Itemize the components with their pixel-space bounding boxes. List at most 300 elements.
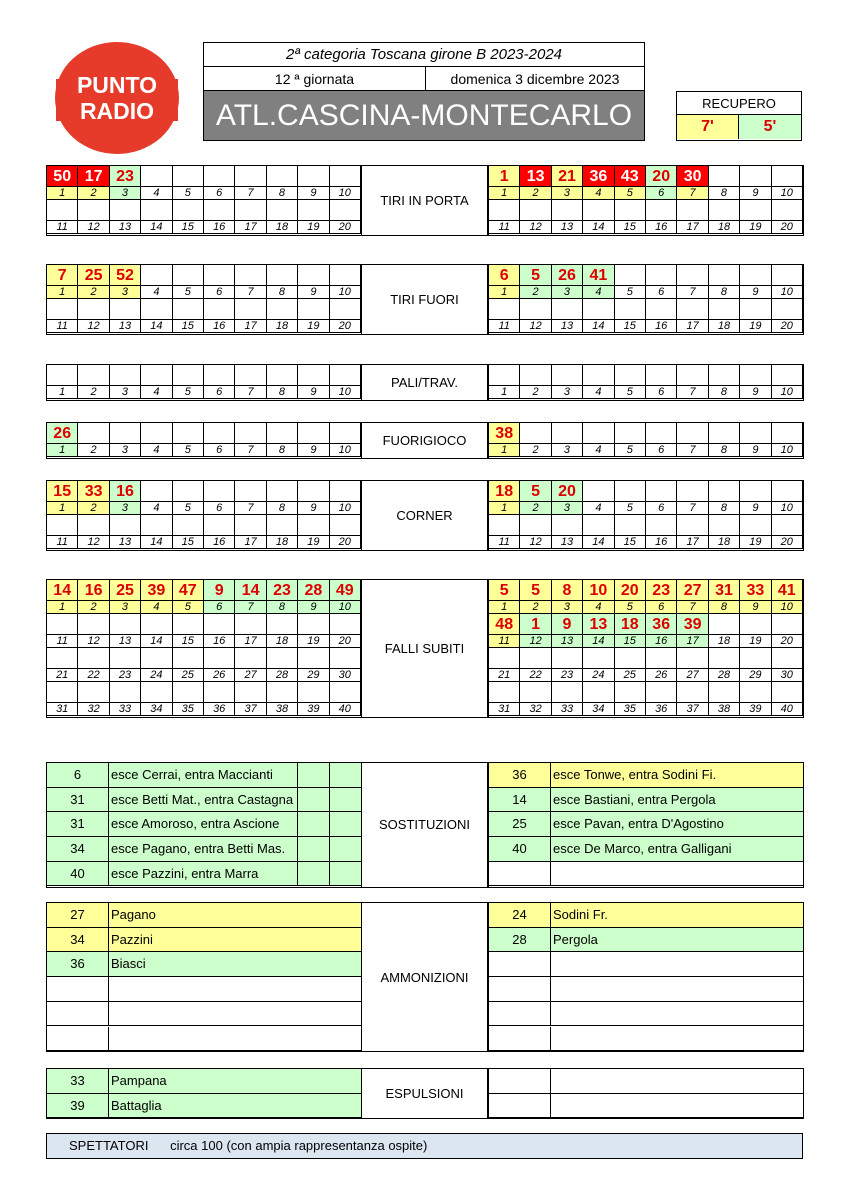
value-cell: 21 bbox=[552, 166, 583, 187]
value-cell: 39 bbox=[677, 614, 708, 635]
value-cell bbox=[298, 265, 329, 286]
description: esce De Marco, entra Galligani bbox=[553, 841, 732, 857]
index-cell: 18 bbox=[267, 635, 298, 648]
value-cell bbox=[615, 423, 646, 444]
index-cell: 19 bbox=[298, 536, 329, 549]
index-cell: 1 bbox=[47, 444, 78, 457]
value-cell bbox=[47, 614, 78, 635]
value-cell bbox=[583, 200, 614, 221]
value-cell: 48 bbox=[489, 614, 520, 635]
value-cell bbox=[173, 200, 204, 221]
description: esce Pazzini, entra Marra bbox=[111, 865, 259, 881]
value-cell: 23 bbox=[110, 166, 141, 187]
index-cell: 4 bbox=[583, 286, 614, 299]
index-cell: 5 bbox=[615, 502, 646, 515]
index-cell: 22 bbox=[520, 669, 551, 682]
index-cell: 5 bbox=[173, 386, 204, 399]
index-cell: 18 bbox=[709, 221, 740, 234]
value-cell: 41 bbox=[583, 265, 614, 286]
value-cell bbox=[110, 648, 141, 669]
index-cell: 1 bbox=[47, 386, 78, 399]
value-cell bbox=[110, 200, 141, 221]
value-cell bbox=[141, 365, 172, 386]
index-cell: 27 bbox=[677, 669, 708, 682]
value-cell: 18 bbox=[615, 614, 646, 635]
value-cell bbox=[489, 299, 520, 320]
grid-away-5 bbox=[488, 579, 804, 718]
grid-home-3 bbox=[46, 422, 362, 459]
value-cell bbox=[235, 648, 266, 669]
value-cell: 25 bbox=[78, 265, 109, 286]
sostituzioni-home bbox=[46, 762, 362, 888]
index-cell: 6 bbox=[646, 187, 677, 200]
svg-text:RADIO: RADIO bbox=[79, 98, 155, 124]
value-cell bbox=[204, 299, 235, 320]
value-cell bbox=[552, 682, 583, 703]
value-cell bbox=[78, 515, 109, 536]
description bbox=[551, 977, 801, 1001]
value-cell bbox=[298, 423, 329, 444]
value-cell bbox=[646, 265, 677, 286]
index-cell: 12 bbox=[78, 221, 109, 234]
description: Sodini Fr. bbox=[553, 907, 608, 922]
value-cell bbox=[772, 614, 803, 635]
index-cell: 10 bbox=[330, 386, 361, 399]
value-cell bbox=[772, 481, 803, 502]
value-cell bbox=[615, 200, 646, 221]
value-cell bbox=[298, 682, 329, 703]
index-cell: 21 bbox=[489, 669, 520, 682]
index-cell: 36 bbox=[646, 703, 677, 716]
index-cell: 6 bbox=[204, 187, 235, 200]
index-cell: 8 bbox=[709, 502, 740, 515]
index-cell: 33 bbox=[110, 703, 141, 716]
index-cell: 14 bbox=[583, 320, 614, 333]
value-cell bbox=[267, 299, 298, 320]
index-cell: 9 bbox=[740, 386, 771, 399]
match-header bbox=[203, 42, 645, 141]
index-cell: 3 bbox=[110, 601, 141, 614]
index-cell: 14 bbox=[141, 536, 172, 549]
value-cell bbox=[141, 166, 172, 187]
espulsioni-label: ESPULSIONI bbox=[361, 1068, 488, 1119]
value-cell: 1 bbox=[520, 614, 551, 635]
value-cell: 15 bbox=[47, 481, 78, 502]
value-cell bbox=[677, 648, 708, 669]
index-cell: 19 bbox=[298, 221, 329, 234]
index-cell: 13 bbox=[110, 635, 141, 648]
index-cell: 13 bbox=[110, 536, 141, 549]
index-cell: 24 bbox=[583, 669, 614, 682]
index-cell: 30 bbox=[330, 669, 361, 682]
index-cell: 4 bbox=[141, 286, 172, 299]
value-cell bbox=[520, 648, 551, 669]
value-cell bbox=[173, 614, 204, 635]
list-item bbox=[489, 928, 803, 953]
minute: 25 bbox=[489, 812, 551, 836]
list-item bbox=[489, 862, 803, 887]
minute: 14 bbox=[489, 788, 551, 812]
minute: 28 bbox=[489, 928, 551, 952]
index-cell: 21 bbox=[47, 669, 78, 682]
grid-away-1 bbox=[488, 264, 804, 335]
value-cell: 9 bbox=[552, 614, 583, 635]
index-cell: 40 bbox=[330, 703, 361, 716]
index-cell: 12 bbox=[78, 320, 109, 333]
sostituzioni-label: SOSTITUZIONI bbox=[361, 762, 488, 888]
index-cell: 6 bbox=[646, 286, 677, 299]
value-cell bbox=[646, 365, 677, 386]
index-cell: 19 bbox=[298, 320, 329, 333]
index-cell: 9 bbox=[740, 286, 771, 299]
index-cell: 8 bbox=[267, 286, 298, 299]
index-cell: 15 bbox=[173, 320, 204, 333]
value-cell: 26 bbox=[552, 265, 583, 286]
index-cell: 12 bbox=[520, 221, 551, 234]
value-cell bbox=[298, 365, 329, 386]
grid-away-0 bbox=[488, 165, 804, 236]
value-cell bbox=[552, 423, 583, 444]
index-cell: 4 bbox=[583, 601, 614, 614]
value-cell bbox=[110, 423, 141, 444]
value-cell: 16 bbox=[110, 481, 141, 502]
value-cell bbox=[173, 423, 204, 444]
index-cell: 7 bbox=[677, 444, 708, 457]
value-cell bbox=[330, 200, 361, 221]
index-cell: 13 bbox=[110, 221, 141, 234]
value-cell bbox=[646, 423, 677, 444]
value-cell bbox=[141, 648, 172, 669]
value-cell bbox=[740, 614, 771, 635]
value-cell bbox=[677, 365, 708, 386]
index-cell: 23 bbox=[110, 669, 141, 682]
index-cell: 9 bbox=[298, 444, 329, 457]
value-cell bbox=[110, 515, 141, 536]
value-cell: 43 bbox=[615, 166, 646, 187]
value-cell bbox=[78, 614, 109, 635]
value-cell: 18 bbox=[489, 481, 520, 502]
value-cell bbox=[772, 423, 803, 444]
list-item bbox=[489, 763, 803, 788]
index-cell: 13 bbox=[552, 635, 583, 648]
value-cell bbox=[709, 166, 740, 187]
index-cell: 19 bbox=[740, 320, 771, 333]
index-cell: 9 bbox=[740, 187, 771, 200]
index-cell: 9 bbox=[740, 601, 771, 614]
index-cell: 19 bbox=[740, 536, 771, 549]
index-cell: 4 bbox=[141, 386, 172, 399]
value-cell bbox=[47, 365, 78, 386]
value-cell bbox=[520, 299, 551, 320]
list-item bbox=[47, 812, 361, 837]
index-cell: 1 bbox=[47, 601, 78, 614]
value-cell bbox=[235, 200, 266, 221]
index-cell: 36 bbox=[204, 703, 235, 716]
value-cell bbox=[740, 200, 771, 221]
index-cell: 12 bbox=[520, 635, 551, 648]
index-cell: 16 bbox=[204, 635, 235, 648]
index-cell: 6 bbox=[646, 502, 677, 515]
value-cell: 50 bbox=[47, 166, 78, 187]
description: esce Pagano, entra Betti Mas. bbox=[111, 841, 286, 857]
index-cell: 15 bbox=[173, 221, 204, 234]
index-cell: 17 bbox=[677, 635, 708, 648]
value-cell bbox=[489, 200, 520, 221]
value-cell bbox=[235, 365, 266, 386]
value-cell bbox=[204, 481, 235, 502]
index-cell: 9 bbox=[740, 502, 771, 515]
index-cell: 28 bbox=[267, 669, 298, 682]
index-cell: 3 bbox=[552, 187, 583, 200]
value-cell bbox=[110, 299, 141, 320]
value-cell bbox=[78, 648, 109, 669]
index-cell: 9 bbox=[298, 286, 329, 299]
index-cell: 7 bbox=[677, 386, 708, 399]
value-cell bbox=[141, 423, 172, 444]
index-cell: 18 bbox=[267, 221, 298, 234]
value-cell bbox=[173, 365, 204, 386]
index-cell: 14 bbox=[583, 221, 614, 234]
value-cell bbox=[78, 200, 109, 221]
index-cell: 20 bbox=[772, 320, 803, 333]
value-cell bbox=[173, 299, 204, 320]
value-cell bbox=[141, 200, 172, 221]
index-cell: 9 bbox=[298, 601, 329, 614]
description bbox=[551, 952, 801, 976]
value-cell bbox=[615, 648, 646, 669]
value-cell bbox=[330, 682, 361, 703]
index-cell: 7 bbox=[677, 502, 708, 515]
value-cell bbox=[235, 614, 266, 635]
minute: 36 bbox=[489, 763, 551, 787]
minute bbox=[489, 1069, 551, 1093]
spettatori-value: circa 100 (con ampia rappresentanza ospite) bbox=[170, 1138, 428, 1153]
index-cell: 37 bbox=[677, 703, 708, 716]
value-cell bbox=[709, 200, 740, 221]
value-cell bbox=[740, 648, 771, 669]
index-cell: 40 bbox=[772, 703, 803, 716]
section-label: PALI/TRAV. bbox=[361, 364, 488, 401]
description: esce Amoroso, entra Ascione bbox=[111, 816, 280, 832]
value-cell: 7 bbox=[47, 265, 78, 286]
value-cell bbox=[173, 682, 204, 703]
index-cell: 12 bbox=[520, 320, 551, 333]
minute bbox=[489, 862, 551, 886]
value-cell bbox=[709, 682, 740, 703]
index-cell: 11 bbox=[489, 221, 520, 234]
value-cell bbox=[772, 265, 803, 286]
value-cell bbox=[772, 682, 803, 703]
index-cell: 15 bbox=[615, 635, 646, 648]
index-cell: 18 bbox=[709, 536, 740, 549]
index-cell: 8 bbox=[709, 386, 740, 399]
description bbox=[551, 1027, 801, 1051]
value-cell: 36 bbox=[646, 614, 677, 635]
value-cell bbox=[204, 200, 235, 221]
index-cell: 38 bbox=[709, 703, 740, 716]
minute bbox=[47, 1002, 109, 1026]
index-cell: 12 bbox=[520, 536, 551, 549]
value-cell bbox=[141, 299, 172, 320]
index-cell: 2 bbox=[78, 444, 109, 457]
value-cell bbox=[173, 515, 204, 536]
value-cell bbox=[204, 166, 235, 187]
index-cell: 4 bbox=[583, 187, 614, 200]
index-cell: 13 bbox=[552, 221, 583, 234]
index-cell: 39 bbox=[298, 703, 329, 716]
index-cell: 5 bbox=[615, 601, 646, 614]
value-cell bbox=[740, 423, 771, 444]
value-cell bbox=[141, 614, 172, 635]
value-cell bbox=[646, 481, 677, 502]
value-cell bbox=[677, 481, 708, 502]
grid-away-2 bbox=[488, 364, 804, 401]
value-cell bbox=[740, 481, 771, 502]
index-cell: 38 bbox=[267, 703, 298, 716]
value-cell bbox=[298, 200, 329, 221]
value-cell: 33 bbox=[740, 580, 771, 601]
value-cell bbox=[330, 481, 361, 502]
value-cell bbox=[173, 265, 204, 286]
index-cell: 5 bbox=[173, 502, 204, 515]
value-cell: 26 bbox=[47, 423, 78, 444]
index-cell: 6 bbox=[204, 286, 235, 299]
index-cell: 10 bbox=[330, 444, 361, 457]
value-cell bbox=[298, 515, 329, 536]
index-cell: 17 bbox=[235, 320, 266, 333]
minute bbox=[489, 977, 551, 1001]
index-cell: 1 bbox=[489, 444, 520, 457]
index-cell: 2 bbox=[78, 386, 109, 399]
value-cell bbox=[110, 682, 141, 703]
index-cell: 1 bbox=[489, 286, 520, 299]
value-cell: 36 bbox=[583, 166, 614, 187]
index-cell: 18 bbox=[267, 536, 298, 549]
value-cell: 13 bbox=[520, 166, 551, 187]
minute: 31 bbox=[47, 788, 109, 812]
index-cell: 1 bbox=[489, 187, 520, 200]
svg-text:PUNTO: PUNTO bbox=[76, 72, 158, 98]
index-cell: 6 bbox=[204, 386, 235, 399]
value-cell bbox=[235, 515, 266, 536]
list-item bbox=[47, 862, 361, 887]
value-cell: 1 bbox=[489, 166, 520, 187]
list-item bbox=[489, 952, 803, 977]
index-cell: 6 bbox=[204, 601, 235, 614]
index-cell: 20 bbox=[330, 635, 361, 648]
value-cell bbox=[709, 265, 740, 286]
index-cell: 3 bbox=[110, 502, 141, 515]
value-cell bbox=[740, 682, 771, 703]
value-cell bbox=[204, 265, 235, 286]
minute: 36 bbox=[47, 952, 109, 976]
minute: 34 bbox=[47, 928, 109, 952]
description bbox=[551, 1069, 801, 1093]
value-cell bbox=[489, 365, 520, 386]
index-cell: 12 bbox=[78, 536, 109, 549]
index-cell: 8 bbox=[709, 187, 740, 200]
value-cell bbox=[583, 682, 614, 703]
grid-home-2 bbox=[46, 364, 362, 401]
index-cell: 7 bbox=[235, 502, 266, 515]
index-cell: 2 bbox=[78, 187, 109, 200]
list-item bbox=[47, 1069, 361, 1094]
value-cell bbox=[204, 648, 235, 669]
minute: 33 bbox=[47, 1069, 109, 1093]
index-cell: 20 bbox=[772, 635, 803, 648]
value-cell bbox=[141, 481, 172, 502]
value-cell bbox=[47, 648, 78, 669]
index-cell: 35 bbox=[173, 703, 204, 716]
index-cell: 15 bbox=[615, 221, 646, 234]
value-cell: 16 bbox=[78, 580, 109, 601]
value-cell bbox=[47, 515, 78, 536]
value-cell bbox=[615, 481, 646, 502]
index-cell: 24 bbox=[141, 669, 172, 682]
value-cell bbox=[583, 515, 614, 536]
value-cell bbox=[772, 299, 803, 320]
index-cell: 11 bbox=[489, 536, 520, 549]
list-item bbox=[489, 812, 803, 837]
list-item bbox=[47, 977, 361, 1002]
index-cell: 35 bbox=[615, 703, 646, 716]
index-cell: 4 bbox=[141, 187, 172, 200]
index-cell: 32 bbox=[520, 703, 551, 716]
description bbox=[109, 1002, 359, 1026]
value-cell bbox=[298, 481, 329, 502]
value-cell bbox=[298, 648, 329, 669]
value-cell bbox=[583, 481, 614, 502]
value-cell bbox=[677, 200, 708, 221]
index-cell: 10 bbox=[772, 386, 803, 399]
index-cell: 7 bbox=[677, 601, 708, 614]
index-cell: 5 bbox=[615, 187, 646, 200]
value-cell bbox=[267, 614, 298, 635]
list-item bbox=[489, 1027, 803, 1052]
index-cell: 5 bbox=[615, 286, 646, 299]
index-cell: 20 bbox=[772, 221, 803, 234]
value-cell bbox=[615, 365, 646, 386]
index-cell: 5 bbox=[173, 187, 204, 200]
sostituzioni-away bbox=[488, 762, 804, 888]
value-cell: 49 bbox=[330, 580, 361, 601]
value-cell bbox=[520, 682, 551, 703]
list-item bbox=[47, 788, 361, 813]
value-cell bbox=[330, 166, 361, 187]
index-cell: 3 bbox=[552, 386, 583, 399]
spacer-cell bbox=[329, 837, 361, 861]
index-cell: 13 bbox=[552, 536, 583, 549]
index-cell: 33 bbox=[552, 703, 583, 716]
section-label: TIRI IN PORTA bbox=[361, 165, 488, 236]
section-label: FALLI SUBITI bbox=[361, 579, 488, 718]
value-cell bbox=[110, 365, 141, 386]
index-cell: 2 bbox=[520, 286, 551, 299]
value-cell bbox=[709, 423, 740, 444]
value-cell bbox=[235, 265, 266, 286]
value-cell bbox=[709, 365, 740, 386]
index-cell: 29 bbox=[740, 669, 771, 682]
minute: 40 bbox=[489, 837, 551, 861]
value-cell bbox=[677, 299, 708, 320]
value-cell bbox=[740, 265, 771, 286]
value-cell bbox=[646, 648, 677, 669]
description: Battaglia bbox=[111, 1097, 162, 1113]
index-cell: 2 bbox=[520, 187, 551, 200]
index-cell: 8 bbox=[709, 286, 740, 299]
value-cell bbox=[298, 614, 329, 635]
spacer-cell bbox=[297, 812, 327, 836]
